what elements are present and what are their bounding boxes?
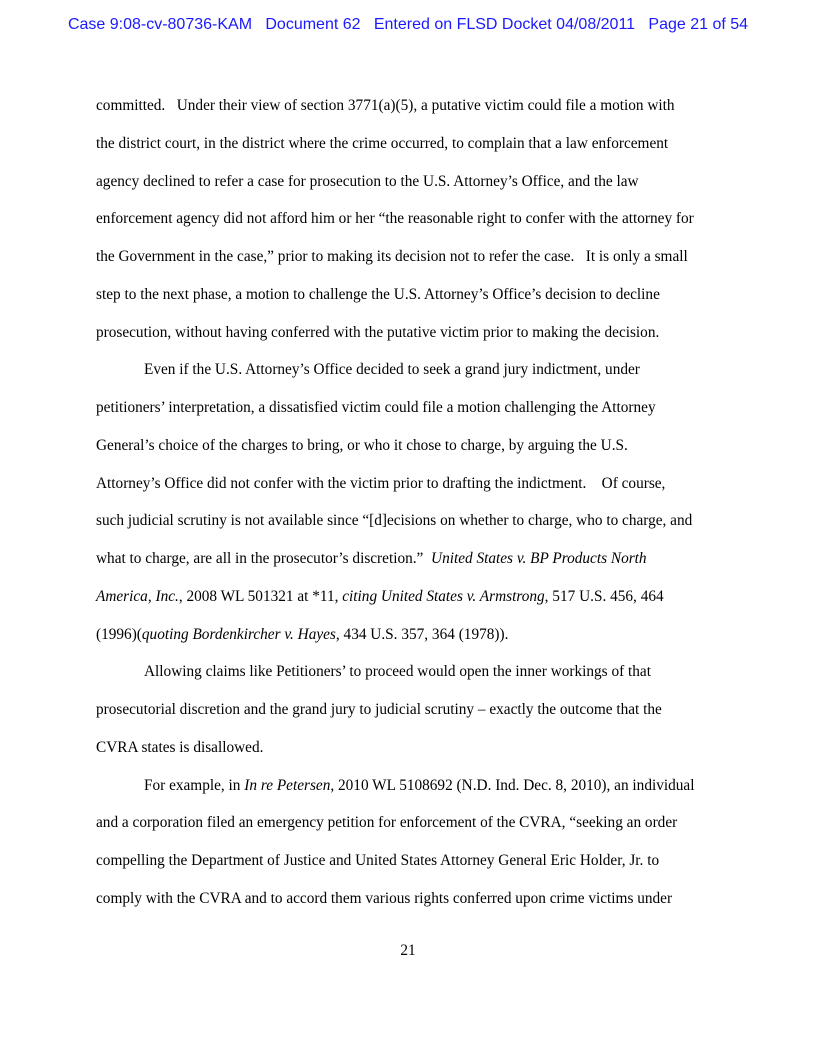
- citation-text: In re Petersen: [244, 777, 331, 794]
- line-text: Even if the U.S. Attorney’s Office decided to seek a grand jury indictment, under: [144, 361, 640, 378]
- text-line: [96, 549, 647, 569]
- text-line: [96, 889, 672, 909]
- text-line: [96, 474, 665, 494]
- text-line: [144, 360, 640, 380]
- text-line: [96, 209, 694, 229]
- line-text: enforcement agency did not afford him or her “the reasonable right to confer with the attorney for: [96, 210, 694, 227]
- line-text: CVRA states is disallowed.: [96, 739, 264, 756]
- text-line: [96, 813, 677, 833]
- text-line: [96, 587, 664, 607]
- line-text: , 517 U.S. 456, 464: [544, 588, 664, 605]
- line-text: comply with the CVRA and to accord them various rights conferred upon crime victims under: [96, 890, 673, 907]
- line-text: and a corporation filed an emergency petition for enforcement of the CVRA, “seeking an order: [96, 814, 678, 831]
- text-line: [96, 285, 660, 305]
- text-line: [96, 398, 656, 418]
- line-text: , 2008 WL 501321 at *11,: [178, 588, 343, 605]
- line-text: prosecutorial discretion and the grand jury to judicial scrutiny – exactly the outcome that the: [96, 701, 662, 718]
- citation-text: quoting Bordenkircher v. Hayes: [141, 626, 336, 643]
- text-line: [96, 625, 508, 645]
- text-line: [96, 436, 628, 456]
- line-text: (1996)(: [96, 626, 142, 643]
- line-text: For example, in: [144, 777, 245, 794]
- line-text: General’s choice of the charges to bring, or who it chose to charge, by arguing the U.S.: [96, 437, 628, 454]
- line-text: compelling the Department of Justice and United States Attorney General Eric Holder, Jr. to: [96, 852, 660, 869]
- line-text: , 2010 WL 5108692 (N.D. Ind. Dec. 8, 2010), an individual: [330, 777, 695, 794]
- text-line: [96, 323, 659, 343]
- text-line: [96, 134, 668, 154]
- docket-header: Case 9:08-cv-80736-KAM Document 62 Entered on FLSD Docket 04/08/2011 Page 21 of 54: [67, 16, 749, 33]
- line-text: the Government in the case,” prior to making its decision not to refer the case. It is only a small: [96, 248, 688, 265]
- text-line: [96, 96, 675, 116]
- line-text: such judicial scrutiny is not available since “[d]ecisions on whether to charge, who to charge, and: [96, 512, 693, 529]
- line-text: the district court, in the district where the crime occurred, to complain that a law enforcement: [96, 135, 669, 152]
- citation-text: United States v. BP Products North: [431, 550, 647, 567]
- text-line: [96, 738, 263, 758]
- line-text: committed. Under their view of section 3771(a)(5), a putative victim could file a motion with: [96, 97, 675, 114]
- text-line: [144, 776, 694, 796]
- line-text: agency declined to refer a case for prosecution to the U.S. Attorney’s Office, and the law: [96, 173, 639, 190]
- line-text: Allowing claims like Petitioners’ to proceed would open the inner workings of that: [144, 663, 651, 680]
- line-text: prosecution, without having conferred with the putative victim prior to making the decision.: [96, 324, 660, 341]
- text-line: [96, 511, 692, 531]
- line-text: what to charge, are all in the prosecutor’s discretion.”: [96, 550, 432, 567]
- page-number: 21: [400, 942, 416, 959]
- line-text: Attorney’s Office did not confer with the victim prior to drafting the indictment. Of course,: [96, 475, 666, 492]
- text-line: [96, 700, 662, 720]
- line-text: step to the next phase, a motion to challenge the U.S. Attorney’s Office’s decision to decline: [96, 286, 660, 303]
- text-line: [96, 172, 639, 192]
- line-text: , 434 U.S. 357, 364 (1978)).: [335, 626, 509, 643]
- citation-text: citing United States v. Armstrong: [342, 588, 545, 605]
- text-line: [144, 662, 651, 682]
- citation-text: America, Inc.: [96, 588, 179, 605]
- line-text: petitioners’ interpretation, a dissatisfied victim could file a motion challenging the Attorney: [96, 399, 656, 416]
- text-line: [96, 851, 659, 871]
- text-line: [96, 247, 688, 267]
